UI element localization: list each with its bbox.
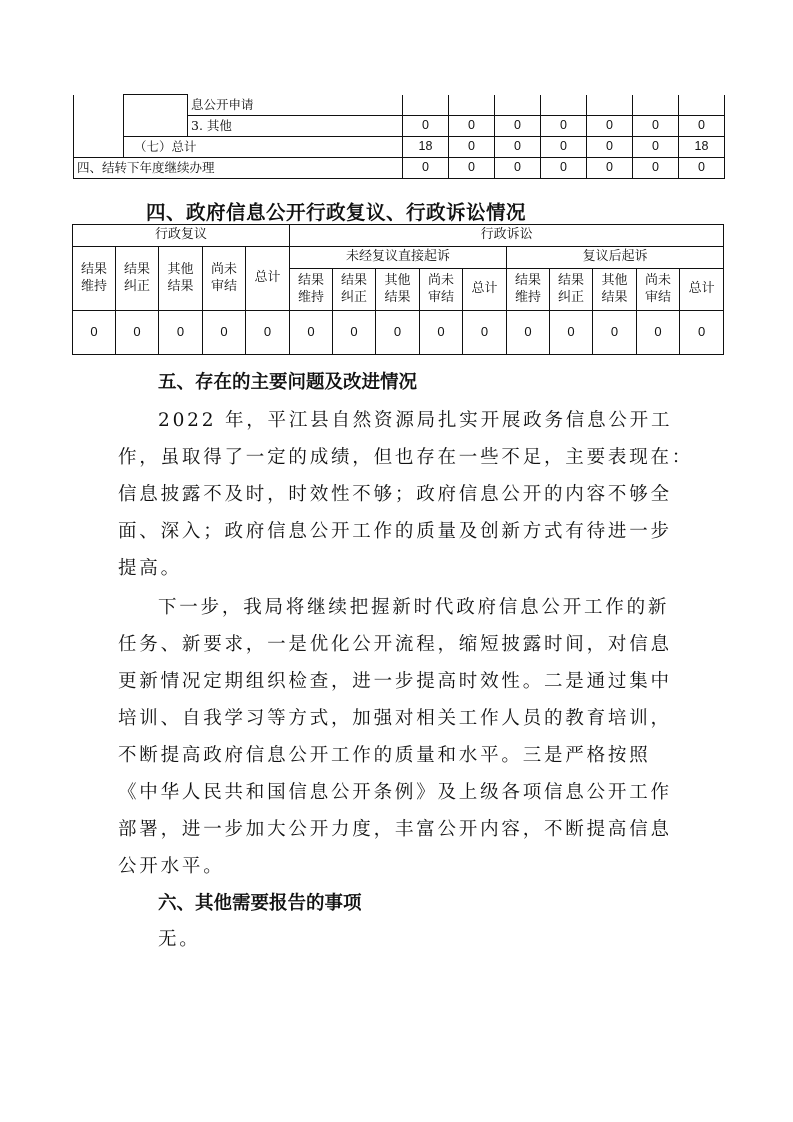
cell: 0 [587,136,633,157]
cell: 0 [633,157,679,178]
col-header: 总计 [246,247,290,311]
text-line: 面、深入；政府信息公开工作的质量及创新方式有待进一步 [118,521,672,542]
cell: 0 [637,311,680,355]
col-header: 总计 [463,269,507,311]
col-header: 尚未 审结 [637,269,680,311]
text-line: 培训、自我学习等方式，加强对相关工作人员的教育培训， [118,708,672,729]
text-line: 作，虽取得了一定的成绩，但也存在一些不足，主要表现在： [118,447,694,468]
application-stats-table [73,94,725,179]
cell: 0 [633,136,679,157]
cell: 0 [495,115,541,136]
col-header: 其他 结果 [376,269,420,311]
cell: 0 [550,311,593,355]
group-header-review: 行政复议 [73,225,290,247]
col-header: 尚未 审结 [203,247,246,311]
cell: 0 [333,311,376,355]
row-label: （七）总计 [124,136,403,157]
cell: 0 [679,157,725,178]
group-header-litigation: 行政诉讼 [290,225,724,247]
text-line: 任务、新要求，一是优化公开流程，缩短披露时间，对信息 [118,634,672,655]
cell: 0 [495,136,541,157]
cell: 0 [633,115,679,136]
text-line: 信息披露不及时，时效性不够；政府信息公开的内容不够全 [118,484,672,505]
cell: 0 [420,311,463,355]
section5-paragraph-1 [118,402,694,587]
cell: 0 [449,115,495,136]
text-line: 下一步，我局将继续把握新时代政府信息公开工作的新 [158,597,670,618]
cell: 0 [246,311,290,355]
cell: 0 [403,115,449,136]
table-row [74,95,725,116]
text-line: 2022 年，平江县自然资源局扎实开展政务信息公开工 [158,410,673,431]
review-litigation-table [72,224,724,355]
col-header: 结果 维持 [290,269,333,311]
cell: 0 [541,136,587,157]
cell: 0 [290,311,333,355]
cell: 0 [73,311,116,355]
table-row [73,311,724,355]
cell [495,95,541,116]
text-line: 部署，进一步加大公开力度，丰富公开内容，不断提高信息 [118,819,672,840]
col-header: 结果 纠正 [116,247,159,311]
text-line: 更新情况定期组织检查，进一步提高时效性。二是通过集中 [118,671,672,692]
row-label: 3. 其他 [188,115,403,136]
col-header: 结果 纠正 [333,269,376,311]
table-row [74,136,725,157]
col-header: 结果 维持 [73,247,116,311]
cell: 0 [587,157,633,178]
col-header: 总计 [680,269,724,311]
table-header-row [73,247,724,269]
text-line: 提高。 [118,558,182,579]
col-header: 结果 纠正 [550,269,593,311]
cell: 18 [403,136,449,157]
subgroup-header-direct: 未经复议直接起诉 [290,247,507,269]
col-header: 尚未 审结 [420,269,463,311]
cell: 0 [449,136,495,157]
col-header: 结果 维持 [507,269,550,311]
text-line: 公开水平。 [118,856,225,877]
cell: 0 [587,115,633,136]
subgroup-header-after: 复议后起诉 [507,247,724,269]
cell: 0 [463,311,507,355]
col-header: 其他 结果 [593,269,637,311]
cell: 0 [116,311,159,355]
section5-paragraph-2 [118,589,688,885]
blank-cell [74,95,124,158]
row-label: 四、结转下年度继续办理 [74,157,403,178]
blank-cell [124,95,188,137]
cell: 0 [403,157,449,178]
cell: 0 [449,157,495,178]
cell [633,95,679,116]
section6-body: 无。 [158,929,201,950]
cell: 0 [680,311,724,355]
cell: 0 [507,311,550,355]
cell: 0 [376,311,420,355]
cell: 0 [495,157,541,178]
cell [679,95,725,116]
row-label: 息公开申请 [188,95,403,116]
cell: 18 [679,136,725,157]
cell: 0 [593,311,637,355]
table-header-row [73,225,724,247]
cell: 0 [541,157,587,178]
table-row [74,157,725,178]
cell [449,95,495,116]
text-line: 《中华人民共和国信息公开条例》及上级各项信息公开工作 [118,782,672,803]
cell: 0 [679,115,725,136]
cell: 0 [541,115,587,136]
section5-title: 五、存在的主要问题及改进情况 [158,372,418,393]
section6-title: 六、其他需要报告的事项 [158,893,362,914]
cell: 0 [159,311,203,355]
section4-title: 四、政府信息公开行政复议、行政诉讼情况 [146,201,527,224]
cell [541,95,587,116]
cell [403,95,449,116]
text-line: 不断提高政府信息公开工作的质量和水平。三是严格按照 [118,745,651,766]
cell: 0 [203,311,246,355]
col-header: 其他 结果 [159,247,203,311]
cell [587,95,633,116]
